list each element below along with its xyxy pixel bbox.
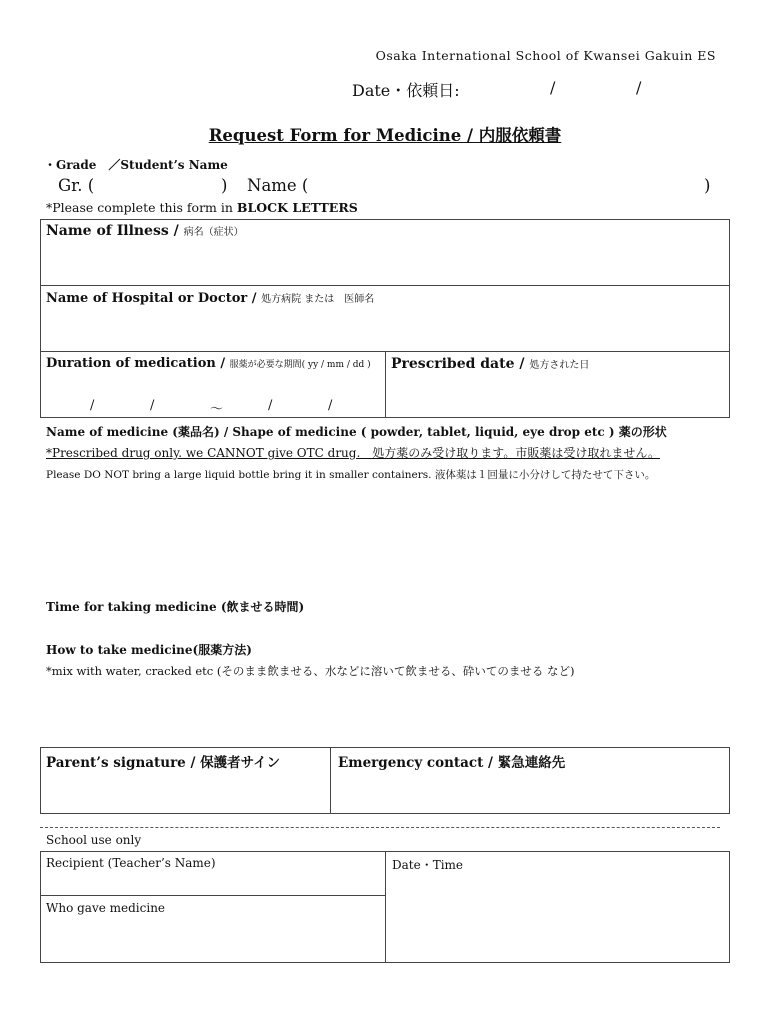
duration-label-jp: 服薬が必要な期間( yy / mm / dd ) — [229, 360, 371, 370]
recipient-label: Recipient (Teacher’s Name) — [46, 856, 216, 870]
prescribed-label-en: Prescribed date / — [391, 356, 530, 372]
hospital-label — [46, 290, 374, 306]
hospital-label-en: Name of Hospital or Doctor / — [46, 291, 262, 306]
duration-slash-4: / — [328, 398, 333, 413]
form-title: Request Form for Medicine / 内服依頼書 — [208, 126, 562, 145]
duration-tilde: ～ — [210, 402, 224, 417]
date-slash-2: / — [636, 78, 642, 97]
block-note-text: *Please complete this form in — [46, 200, 237, 215]
school-name: Osaka International School of Kwansei Gakuin ES — [375, 48, 716, 63]
school-use-divider-vertical — [385, 851, 386, 963]
block-letters-note — [46, 200, 358, 215]
parent-signature-label: Parent’s signature / 保護者サイン — [46, 755, 281, 771]
date-label: Date・依頼日: — [352, 81, 460, 100]
duration-label-en: Duration of medication / — [46, 356, 230, 371]
duration-label — [46, 356, 371, 371]
duration-slash-2: / — [150, 398, 155, 413]
divider-illness-hospital — [40, 285, 730, 286]
illness-label-en: Name of Illness / — [46, 223, 184, 239]
grade-field-open: Gr. ( — [58, 176, 95, 195]
prescribed-label-jp: 処方された日 — [529, 360, 590, 371]
grade-name-label: ・Grade ／Student’s Name — [44, 158, 228, 172]
illness-label-jp: 病名（症状） — [183, 227, 244, 238]
grade-field-close: ) — [221, 176, 228, 195]
name-field-open: Name ( — [247, 176, 309, 195]
school-use-divider-horizontal — [40, 895, 385, 896]
how-to-take-label: How to take medicine(服薬方法) — [46, 643, 252, 657]
who-gave-label: Who gave medicine — [46, 901, 166, 915]
divider-duration-prescribed — [385, 351, 386, 418]
date-slash-1: / — [550, 78, 556, 97]
block-note-emphasis: BLOCK LETTERS — [236, 200, 358, 215]
bottle-notice: Please DO NOT bring a large liquid bottle bring it in smaller containers. 液体薬は１回量に小分けして持たせて下さい。 — [46, 469, 656, 481]
time-for-medicine-label: Time for taking medicine (飲ませる時間) — [46, 600, 305, 614]
how-to-take-note: *mix with water, cracked etc (そのまま飲ませる、水などに溶いて飲ませる、砕いてのませる など) — [46, 664, 575, 678]
medicine-name-shape-label: Name of medicine (薬品名) / Shape of medicine ( powder, tablet, liquid, eye drop etc ) 薬の形状 — [46, 425, 667, 439]
name-field-close: ) — [704, 176, 711, 195]
otc-notice: *Prescribed drug only. we CANNOT give OTC drug. 処方薬のみ受け取ります。市販薬は受け取れません。 — [46, 446, 661, 460]
hospital-label-jp: 処方病院 または 医師名 — [261, 294, 375, 305]
cut-line — [40, 827, 720, 828]
signature-divider — [330, 747, 331, 814]
emergency-contact-label: Emergency contact / 緊急連絡先 — [338, 755, 566, 771]
prescribed-label — [391, 356, 589, 372]
duration-slash-3: / — [268, 398, 273, 413]
duration-slash-1: / — [90, 398, 95, 413]
illness-label — [46, 223, 244, 239]
school-use-heading: School use only — [46, 833, 142, 847]
date-time-label: Date・Time — [392, 858, 464, 872]
